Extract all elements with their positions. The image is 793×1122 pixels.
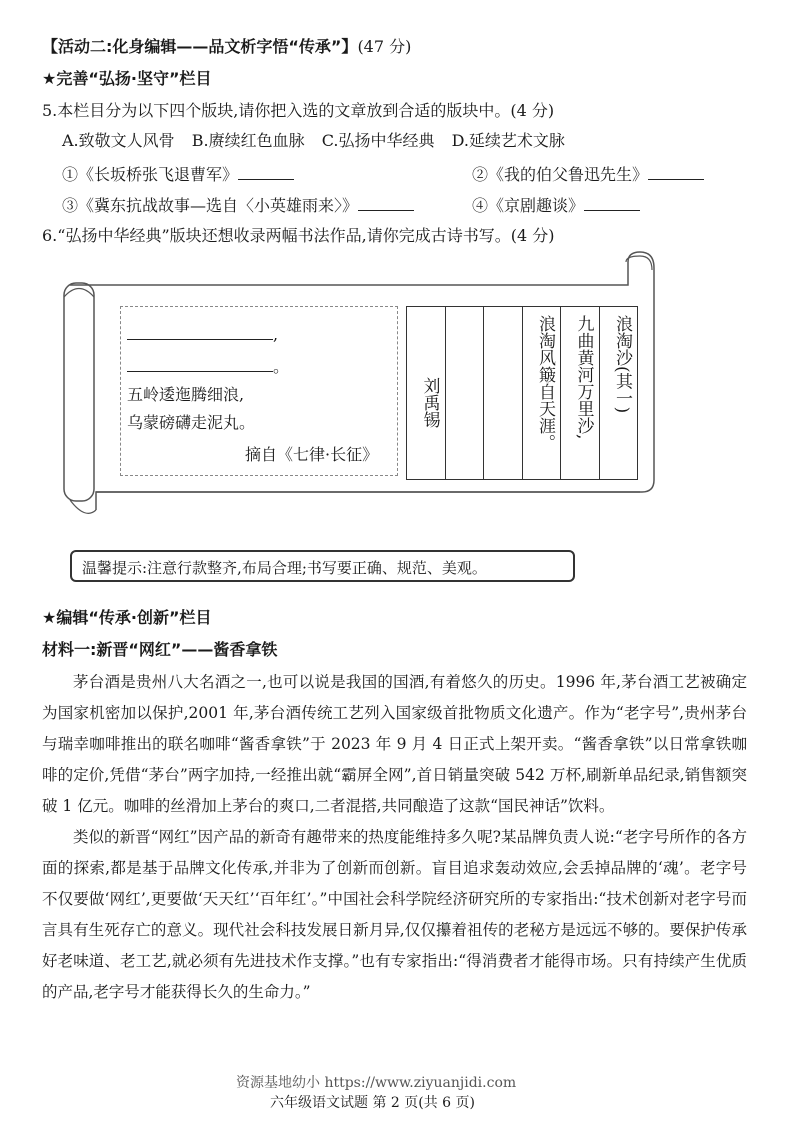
poem-author: 刘禹锡 bbox=[419, 377, 440, 428]
q5-text: 5.本栏目分为以下四个版块,请你把入选的文章放到合适的版块中。(4 分) bbox=[42, 101, 555, 120]
tip-box: 温馨提示:注意行款整齐,布局合理;书写要正确、规范、美观。 bbox=[70, 550, 575, 582]
q5-item-1: ①《长坂桥张飞退曹军》 bbox=[62, 165, 239, 184]
q5-item-4-row bbox=[472, 194, 640, 216]
option-b: B.赓续红色血脉 bbox=[191, 131, 305, 150]
q5-item-3-row bbox=[62, 194, 414, 216]
activity-title: 【活动二:化身编辑——品文析字悟“传承”】 bbox=[42, 37, 358, 56]
page-footer: 六年级语文试题 第 2 页(共 6 页) bbox=[270, 1095, 475, 1111]
grid-col-line2 bbox=[523, 307, 562, 479]
poem-left-box bbox=[120, 306, 398, 476]
poem-line-3: 五岭逶迤腾细浪, bbox=[127, 385, 245, 404]
grid-col-blank-2[interactable] bbox=[484, 307, 523, 479]
option-a: A.致敬文人风骨 bbox=[62, 131, 175, 150]
poem-blank-line-2 bbox=[127, 355, 289, 377]
watermark: 资源基地幼小 https://www.ziyuanjidi.com bbox=[236, 1075, 517, 1091]
section1-title: ★完善“弘扬·坚守”栏目 bbox=[42, 69, 212, 88]
poem-right-line-2: 浪淘风簸自天涯。 bbox=[535, 315, 555, 451]
poem-period: 。 bbox=[273, 357, 290, 376]
q5-answer-blank-3[interactable] bbox=[358, 194, 414, 211]
paragraph-1: 茅台酒是贵州八大名酒之一,也可以说是我国的国酒,有着悠久的历史。1996 年,茅台酒工艺被确定为国家机密加以保护,2001 年,茅台酒传统工艺列入国家级首批物质文化遗产。作为“老字号”,贵州茅台与瑞幸咖啡推出的联名咖啡“酱香拿铁”于 2023 年 9 月 4 日正式上架开卖。“酱香拿铁”以日常拿铁咖啡的定价,凭借“茅台”两字加持,一经推出就“霸屏全网”,首日销量突破 542 万杯,刷新单品纪录,销售额突破 1 亿元。咖啡的丝滑加上茅台的爽口,二者混搭,共同酿造了这款“国民神话”饮料。 bbox=[42, 673, 747, 815]
q6-text: 6.“弘扬中华经典”版块还想收录两幅书法作品,请你完成古诗书写。(4 分) bbox=[42, 226, 555, 245]
material1-title: 材料一:新晋“网红”——酱香拿铁 bbox=[42, 640, 278, 659]
poem-line-4: 乌蒙磅礴走泥丸。 bbox=[127, 413, 256, 432]
q5-answer-blank-2[interactable] bbox=[648, 163, 704, 180]
q5-item-4: ④《京剧趣谈》 bbox=[472, 196, 585, 215]
q5-answer-blank-1[interactable] bbox=[238, 163, 294, 180]
grid-col-title bbox=[600, 307, 638, 479]
q5-item-2-row bbox=[472, 163, 704, 185]
paragraph-2: 类似的新晋“网红”因产品的新奇有趣带来的热度能维持多久呢?某品牌负责人说:“老字号所作的各方面的探索,都是基于品牌文化传承,并非为了创新而创新。盲目追求轰动效应,会丢掉品牌的‘魂’。老字号不仅要做‘网红’,更要做‘天天红’‘百年红’。”中国社会科学院经济研究所的专家指出:“技术创新对老字号而言具有生死存亡的意义。现代社会科技发展日新月异,仅仅攥着祖传的老秘方是远远不够的。要保护传承好老味道、老工艺,就必须有先进技术作支撑。”也有专家指出:“得消费者才能得市场。只有持续产生优质的产品,老字号才能获得长久的生命力。” bbox=[42, 828, 747, 1001]
activity-header bbox=[42, 37, 411, 57]
option-d: D.延续艺术文脉 bbox=[451, 131, 565, 150]
material1-body bbox=[42, 667, 747, 1008]
poem-blank-2[interactable] bbox=[127, 355, 273, 372]
calligraphy-grid bbox=[406, 306, 638, 480]
q5-item-3: ③《冀东抗战故事—选自〈小英雄雨来〉》 bbox=[62, 196, 359, 215]
grid-col-line1 bbox=[561, 307, 600, 479]
q5-options bbox=[62, 131, 565, 151]
poem-comma: , bbox=[273, 325, 279, 344]
scroll-left-roll bbox=[64, 283, 94, 501]
section2-title: ★编辑“传承·创新”栏目 bbox=[42, 608, 212, 627]
grid-col-blank-1[interactable] bbox=[446, 307, 485, 479]
option-c: C.弘扬中华经典 bbox=[321, 131, 435, 150]
poem-blank-1[interactable] bbox=[127, 323, 273, 340]
scroll-right-roll bbox=[626, 256, 652, 270]
q5-item-2: ②《我的伯父鲁迅先生》 bbox=[472, 165, 649, 184]
q5-answer-blank-4[interactable] bbox=[584, 194, 640, 211]
poem-blank-line-1 bbox=[127, 323, 278, 345]
activity-score: (47 分) bbox=[357, 37, 412, 56]
poem-right-title: 浪淘沙(其一) bbox=[612, 315, 632, 414]
poem-source: 摘自《七律·长征》 bbox=[245, 445, 379, 464]
q5-item-1-row bbox=[62, 163, 294, 185]
poem-right-line-1: 九曲黄河万里沙, bbox=[573, 315, 594, 440]
grid-col-author bbox=[407, 307, 446, 479]
